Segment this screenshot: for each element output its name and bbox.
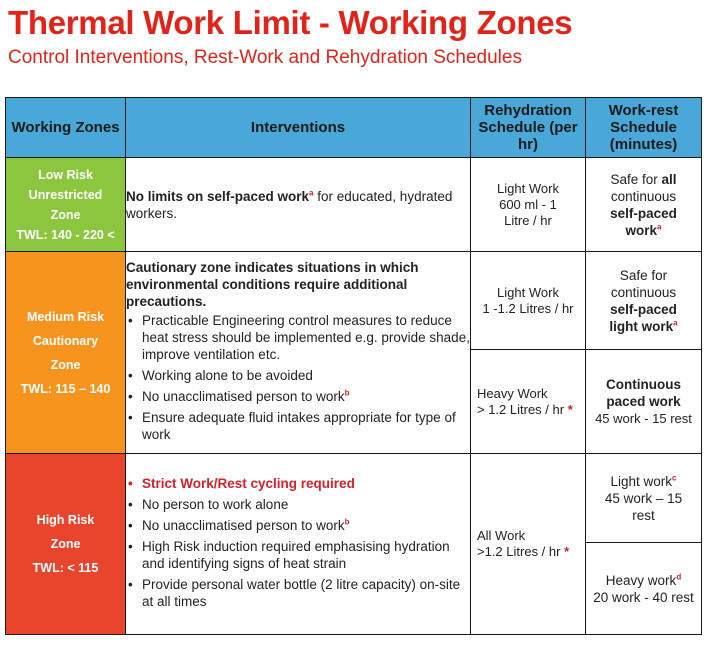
low-risk-interventions: No limits on self-paced work$^a$ for educated, hydrated workers. (126, 158, 471, 252)
list-item: • No unacclimatised person to work$^b$ (142, 517, 470, 534)
header-row (6, 98, 702, 158)
high-risk-interventions (126, 454, 471, 635)
high-risk-row-light (6, 454, 702, 543)
medium-risk-interventions: Cautionary zone indicates situations in which environmental conditions require additional precautions. • Practicable Engineering control measures to reduce heat stress should be implemented e.g. provide shade, improve ventilation etc. • Working alone to be avoided • No unacclimatised person to work$^b$ • Ensure adequate fluid intakes appropriate for type of work (126, 252, 471, 454)
high-risk-bullet-list (126, 475, 470, 610)
list-item: • Provide personal water bottle (2 litre capacity) on-site at all times (142, 576, 470, 610)
header-rehydration: Rehydration Schedule (per hr) (471, 98, 586, 158)
list-item: • Working alone to be avoided (142, 367, 470, 384)
low-risk-rehydration: Light Work 600 ml - 1 Litre / hr (471, 158, 586, 252)
medium-risk-work-rest-heavy: Continuous paced work 45 work - 15 rest (586, 350, 702, 454)
list-item: • Ensure adequate fluid intakes appropriate for type of work (142, 409, 470, 443)
low-risk-zone-cell: Low Risk Unrestricted Zone TWL: 140 - 220 < (6, 158, 126, 252)
medium-risk-work-rest-light: Safe for continuous self-paced light work$^a$ (586, 252, 702, 350)
page-subtitle: Control Interventions, Rest-Work and Rehydration Schedules (8, 47, 522, 68)
header-interventions: Interventions (126, 98, 471, 158)
list-item: • No person to work alone (142, 496, 470, 513)
header-work-rest: Work-rest Schedule (minutes) (586, 98, 702, 158)
medium-risk-rehydration-heavy: Heavy Work > 1.2 Litres / hr * (471, 350, 586, 454)
low-risk-row (6, 158, 702, 252)
list-item: • No unacclimatised person to work$^b$ (142, 388, 470, 405)
high-risk-work-rest-heavy: Heavy work$^d$ 20 work - 40 rest (586, 543, 702, 635)
high-risk-zone-cell: High Risk Zone TWL: < 115 (6, 454, 126, 635)
page-title: Thermal Work Limit - Working Zones (8, 4, 573, 41)
list-item: • Practicable Engineering control measures to reduce heat stress should be implemented e.g. provide shade, improve ventilation etc. (142, 312, 470, 363)
list-item: • Strict Work/Rest cycling required (142, 475, 470, 492)
low-risk-work-rest: Safe for all continuous self-paced work$^a$ (586, 158, 702, 252)
list-item: • High Risk induction required emphasising hydration and identifying signs of heat strain (142, 538, 470, 572)
medium-risk-zone-cell: Medium Risk Cautionary Zone TWL: 115 – 140 (6, 252, 126, 454)
medium-risk-row-light (6, 252, 702, 350)
header-working-zones: Working Zones (6, 98, 126, 158)
high-risk-rehydration: All Work >1.2 Litres / hr * (471, 454, 586, 635)
medium-risk-rehydration-light: Light Work 1 -1.2 Litres / hr (471, 252, 586, 350)
high-risk-work-rest-light: Light work$^c$ 45 work – 15 rest (586, 454, 702, 543)
working-zones-table (5, 97, 702, 635)
medium-risk-bullet-list (126, 312, 470, 443)
